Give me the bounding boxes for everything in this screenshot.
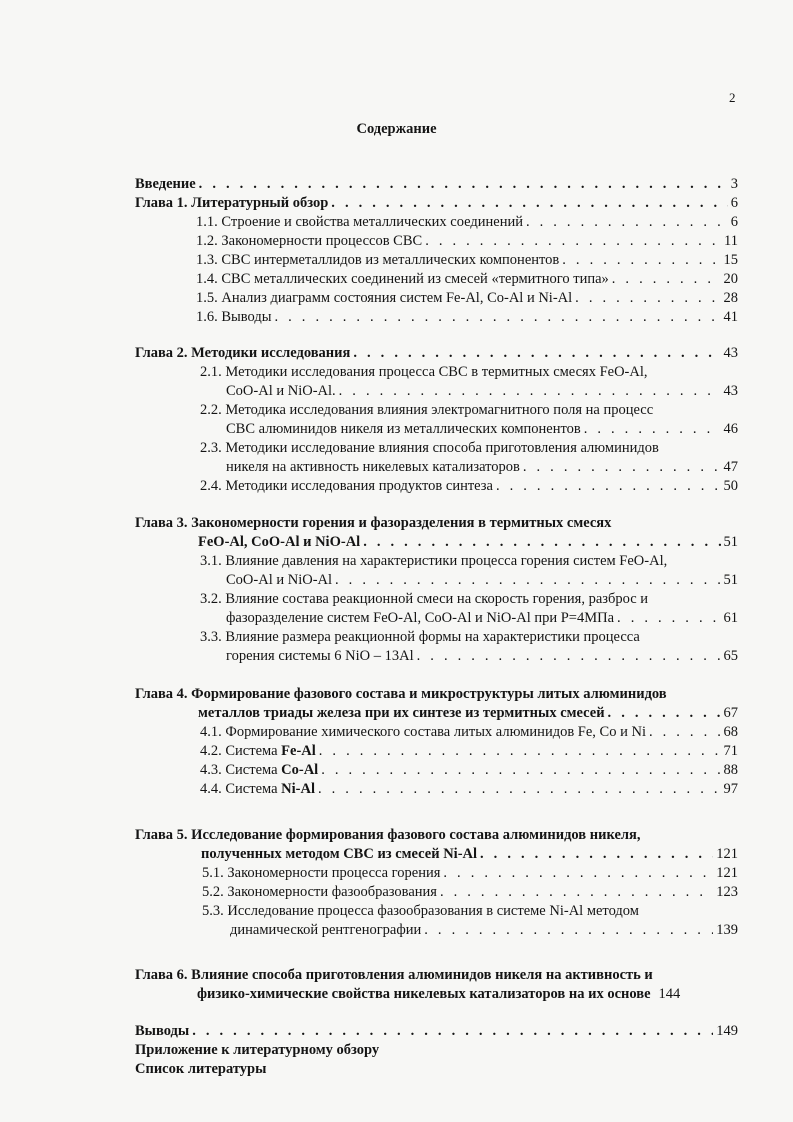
toc-section-5-2 bbox=[202, 883, 738, 902]
dot-leader bbox=[319, 742, 721, 761]
toc-chapter-6-line1: Глава 6. Влияние способа приготовления алюминидов никеля на активность и bbox=[135, 967, 653, 983]
dot-leader bbox=[443, 864, 713, 883]
dot-leader bbox=[321, 761, 720, 780]
toc-entry-title: 1.2. Закономерности процессов СВС bbox=[196, 233, 423, 249]
toc-entry-title: 5.1. Закономерности процесса горения bbox=[202, 865, 441, 881]
dot-leader bbox=[199, 175, 728, 194]
page-title: Содержание bbox=[356, 121, 437, 137]
toc-entry-references: Список литературы bbox=[135, 1061, 267, 1077]
toc-entry-page: 46 bbox=[723, 421, 738, 437]
toc-entry-page: 41 bbox=[723, 309, 738, 325]
toc-entry-title bbox=[200, 780, 315, 799]
toc-entry-system: Fe-Al bbox=[281, 743, 316, 759]
toc-entry-page: 139 bbox=[716, 922, 738, 938]
toc-entry-page: 123 bbox=[716, 884, 738, 900]
dot-leader bbox=[440, 883, 713, 902]
toc-entry-title: физико-химические свойства никелевых катализаторов на их основе bbox=[197, 986, 651, 1002]
page-number: 2 bbox=[729, 90, 736, 105]
dot-leader bbox=[575, 289, 720, 308]
toc-entry-title: FeO-Al, CoO-Al и NiO-Al bbox=[198, 534, 361, 550]
dot-leader bbox=[192, 1022, 713, 1041]
dot-leader bbox=[617, 609, 720, 628]
toc-entry-page: 50 bbox=[723, 478, 738, 494]
dot-leader bbox=[424, 921, 713, 940]
toc-chapter-2 bbox=[135, 344, 738, 363]
toc-section-4-4 bbox=[200, 780, 738, 799]
toc-entry-title: полученных методом СВС из смесей Ni-Al bbox=[201, 846, 478, 862]
toc-entry-page: 97 bbox=[723, 781, 738, 797]
toc-entry-title: Глава 2. Методики исследования bbox=[135, 345, 351, 361]
toc-entry-intro bbox=[135, 175, 738, 194]
toc-entry-page: 3 bbox=[730, 176, 738, 192]
toc-entry-title: никеля на активность никелевых катализаторов bbox=[226, 459, 520, 475]
toc-section-3-2 bbox=[226, 609, 738, 628]
toc-chapter-3-line1: Глава 3. Закономерности горения и фазоразделения в термитных смесях bbox=[135, 515, 612, 531]
toc-section-3-1 bbox=[226, 571, 738, 590]
toc-section-4-3 bbox=[200, 761, 738, 780]
toc-section-2-3-line1: 2.3. Методики исследование влияния способа приготовления алюминидов bbox=[200, 440, 659, 456]
dot-leader bbox=[275, 308, 721, 327]
toc-entry-page: 61 bbox=[723, 610, 738, 626]
toc-entry-prefix: 4.2. Система bbox=[200, 743, 278, 759]
toc-entry-prefix: 4.3. Система bbox=[200, 762, 278, 778]
toc-entry-page: 144 bbox=[658, 986, 681, 1002]
toc-section-2-4 bbox=[200, 477, 738, 496]
toc-entry-title: Введение bbox=[135, 176, 196, 192]
toc-section-4-1 bbox=[200, 723, 738, 742]
toc-chapter-1 bbox=[135, 194, 738, 213]
toc-entry-title: 1.5. Анализ диаграмм состояния систем Fe-Al, Co-Al и Ni-Al bbox=[196, 290, 573, 306]
toc-section-3-3-line1: 3.3. Влияние размера реакционной формы на характеристики процесса bbox=[200, 629, 640, 645]
dot-leader bbox=[417, 647, 721, 666]
toc-entry-title: металлов триады железа при их синтезе из термитных смесей bbox=[198, 705, 605, 721]
toc-entry-page: 43 bbox=[723, 383, 738, 399]
dot-leader bbox=[523, 458, 721, 477]
dot-leader bbox=[363, 533, 720, 552]
toc-entry-page: 68 bbox=[723, 724, 738, 740]
toc-entry-page: 121 bbox=[716, 846, 738, 862]
dot-leader bbox=[425, 232, 721, 251]
toc-chapter-4 bbox=[198, 704, 738, 723]
toc-entry-page: 43 bbox=[723, 345, 738, 361]
toc-chapter-6 bbox=[197, 985, 738, 1004]
toc-entry-title: 1.4. СВС металлических соединений из смесей «термитного типа» bbox=[196, 271, 609, 287]
toc-entry-page: 149 bbox=[716, 1023, 738, 1039]
toc-chapter-4-line1: Глава 4. Формирование фазового состава и микроструктуры литых алюминидов bbox=[135, 686, 667, 702]
toc-entry-title: CoO-Al и NiO-Al. bbox=[226, 383, 336, 399]
dot-leader bbox=[480, 845, 713, 864]
toc-entry-title: 1.6. Выводы bbox=[196, 309, 272, 325]
toc-entry-page: 67 bbox=[723, 705, 738, 721]
toc-entry-title bbox=[200, 742, 316, 761]
toc-section-1-4 bbox=[196, 270, 738, 289]
toc-entry-page: 11 bbox=[724, 233, 738, 249]
toc-entry-page: 51 bbox=[723, 572, 738, 588]
toc-entry-title: 5.2. Закономерности фазообразования bbox=[202, 884, 437, 900]
toc-entry-prefix: 4.4. Система bbox=[200, 781, 278, 797]
toc-section-3-1-line1: 3.1. Влияние давления на характеристики процесса горения систем FeO-Al, bbox=[200, 553, 668, 569]
toc-entry-title bbox=[200, 761, 318, 780]
toc-section-2-1 bbox=[226, 382, 738, 401]
toc-entry-title: фазоразделение систем FeO-Al, CoO-Al и NiO-Al при P=4МПа bbox=[226, 610, 615, 626]
toc-section-2-2-line1: 2.2. Методика исследования влияния электромагнитного поля на процесс bbox=[200, 402, 654, 418]
toc-entry-page: 51 bbox=[723, 534, 738, 550]
toc-entry-page: 15 bbox=[723, 252, 738, 268]
toc-entry-page: 47 bbox=[723, 459, 738, 475]
toc-section-5-3 bbox=[230, 921, 738, 940]
dot-leader bbox=[339, 382, 721, 401]
toc-section-1-1 bbox=[196, 213, 738, 232]
toc-section-3-2-line1: 3.2. Влияние состава реакционной смеси на скорость горения, разброс и bbox=[200, 591, 649, 607]
toc-entry-appendix: Приложение к литературному обзору bbox=[135, 1042, 380, 1058]
toc-entry-title: CoO-Al и NiO-Al bbox=[226, 572, 333, 588]
toc-section-5-3-line1: 5.3. Исследование процесса фазообразования в системе Ni-Al методом bbox=[202, 903, 639, 919]
dot-leader bbox=[612, 270, 721, 289]
toc-entry-title: Глава 1. Литературный обзор bbox=[135, 195, 329, 211]
dot-leader bbox=[649, 723, 721, 742]
toc-chapter-5 bbox=[201, 845, 738, 864]
dot-leader bbox=[353, 344, 720, 363]
toc-section-1-5 bbox=[196, 289, 738, 308]
toc-entry-page: 71 bbox=[723, 743, 738, 759]
toc-entry-title: 2.4. Методики исследования продуктов синтеза bbox=[200, 478, 493, 494]
toc-entry-page: 88 bbox=[723, 762, 738, 778]
toc-section-1-2 bbox=[196, 232, 738, 251]
toc-section-2-2 bbox=[226, 420, 738, 439]
toc-entry-title: динамической рентгенографии bbox=[230, 922, 422, 938]
toc-chapter-5-line1: Глава 5. Исследование формирования фазового состава алюминидов никеля, bbox=[135, 827, 641, 843]
toc-entry-page: 6 bbox=[730, 214, 738, 230]
toc-section-2-1-line1: 2.1. Методики исследования процесса СВС в термитных смесях FeO-Al, bbox=[200, 364, 648, 380]
dot-leader bbox=[584, 420, 721, 439]
toc-entry-page: 121 bbox=[716, 865, 738, 881]
dot-leader bbox=[331, 194, 727, 213]
dot-leader bbox=[608, 704, 721, 723]
toc-section-2-3 bbox=[226, 458, 738, 477]
toc-section-1-3 bbox=[196, 251, 738, 270]
toc-entry-page: 28 bbox=[723, 290, 738, 306]
dot-leader bbox=[526, 213, 728, 232]
dot-leader bbox=[318, 780, 721, 799]
toc-entry-page: 65 bbox=[723, 648, 738, 664]
toc-entry-title: СВС алюминидов никеля из металлических компонентов bbox=[226, 421, 581, 437]
toc-section-1-6 bbox=[196, 308, 738, 327]
toc-entry-page: 20 bbox=[723, 271, 738, 287]
toc-section-3-3 bbox=[226, 647, 738, 666]
toc-entry-page: 6 bbox=[730, 195, 738, 211]
toc-entry-title: 4.1. Формирование химического состава литых алюминидов Fe, Co и Ni bbox=[200, 724, 646, 740]
toc-entry-title: 1.3. СВС интерметаллидов из металлических компонентов bbox=[196, 252, 560, 268]
toc-entry-system: Co-Al bbox=[281, 762, 319, 778]
toc-entry-title: горения системы 6 NiO – 13Al bbox=[226, 648, 414, 664]
dot-leader bbox=[562, 251, 720, 270]
toc-entry-system: Ni-Al bbox=[281, 781, 315, 797]
toc-entry-title: Выводы bbox=[135, 1023, 190, 1039]
dot-leader bbox=[335, 571, 720, 590]
dot-leader bbox=[496, 477, 721, 496]
toc-entry-title: 1.1. Строение и свойства металлических соединений bbox=[196, 214, 523, 230]
toc-section-4-2 bbox=[200, 742, 738, 761]
toc-entry-conclusions bbox=[135, 1022, 738, 1041]
toc-section-5-1 bbox=[202, 864, 738, 883]
toc-chapter-3 bbox=[198, 533, 738, 552]
